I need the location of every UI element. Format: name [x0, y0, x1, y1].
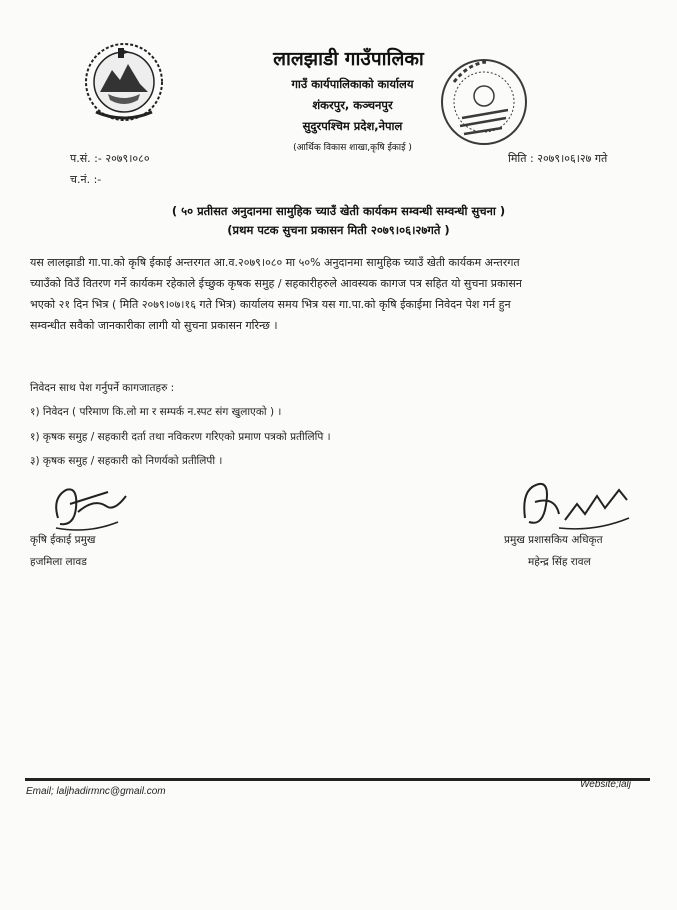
municipality-title: लालझाडी गाउँपालिका: [273, 48, 424, 70]
body-line: च्याउँको विउँ वितरण गर्ने कार्यकम रहेकाले ईच्छुक कृषक समुह / सहकारीहरुले आवस्यक कागज पत्र सहित यो सुचना प्रकासन: [30, 277, 522, 290]
notice-body: [30, 252, 645, 336]
subject-line-1: ( ५० प्रतीसत अनुदानमा सामुहिक च्याउँ खेती कार्यकम सम्वन्धी सम्वन्धी सुचना ): [171, 204, 506, 218]
letter-date: मिति : २०७९।०६।२७ गते: [508, 152, 608, 165]
footer-divider: [25, 778, 650, 781]
office-province: सुदुरपश्चिम प्रदेश,नेपाल: [302, 119, 403, 133]
right-handwritten-signature: [515, 474, 635, 536]
dispatch-number: च.नं. :-: [70, 173, 102, 186]
left-signatory-name: हजमिला लावड: [30, 556, 87, 568]
office-location: शंकरपुर, कञ्चनपुर: [312, 98, 393, 112]
office-stamp: [438, 52, 530, 152]
office-name: गाउँ कार्यपालिकाको कार्यालय: [291, 77, 414, 91]
footer-website: Website;lalj: [580, 779, 631, 790]
right-signatory-title: प्रमुख प्रशासकिय अधिकृत: [504, 534, 603, 546]
body-line: सम्वन्धीत सवैको जानकारीका लागी यो सुचना प्रकासन गरिन्छ ।: [30, 319, 278, 332]
right-signatory-name: महेन्द्र सिंह रावल: [528, 556, 591, 568]
subject-line-2: (प्रथम पटक सुचना प्रकासन मिती २०७९।०६।२७गते ): [227, 223, 450, 237]
office-branch: (आर्थिक विकास शाखा,कृषि ईकाई ): [293, 143, 412, 153]
document-item: १) निवेदन ( परिमाण कि.लो मा र सम्पर्क न.स्पट संग खुलाएको ) ।: [30, 406, 282, 418]
left-handwritten-signature: [48, 478, 138, 538]
documents-heading: निवेदन साथ पेश गर्नुपर्ने कागजातहरु :: [30, 382, 175, 394]
body-line: भएको २१ दिन भित्र ( मिति २०७९।०७।१६ गते भित्र) कार्यालय समय भित्र यस गा.पा.को कृषि ईकाईमा निवेदन पेश गर्न हुन: [30, 298, 511, 311]
document-item: ३) कृषक समुह / सहकारी को निणर्यको प्रतीलिपी ।: [30, 455, 223, 467]
document-item: १) कृषक समुह / सहकारी दर्ता तथा नविकरण गरिएको प्रमाण पत्रको प्रतीलिपि ।: [30, 431, 331, 443]
body-line: यस लालझाडी गा.पा.को कृषि ईकाई अन्तरगत आ.व.२०७९।०८० मा ५०% अनुदानमा सामुहिक च्याउँ खेती कार्यकम अन्तरगत: [30, 256, 520, 269]
left-signatory-title: कृषि ईकाई प्रमुख: [30, 534, 96, 546]
footer-email: Email; laljhadirmnc@gmail.com: [26, 786, 166, 797]
reference-number: प.सं. :- २०७९।०८०: [70, 152, 150, 165]
